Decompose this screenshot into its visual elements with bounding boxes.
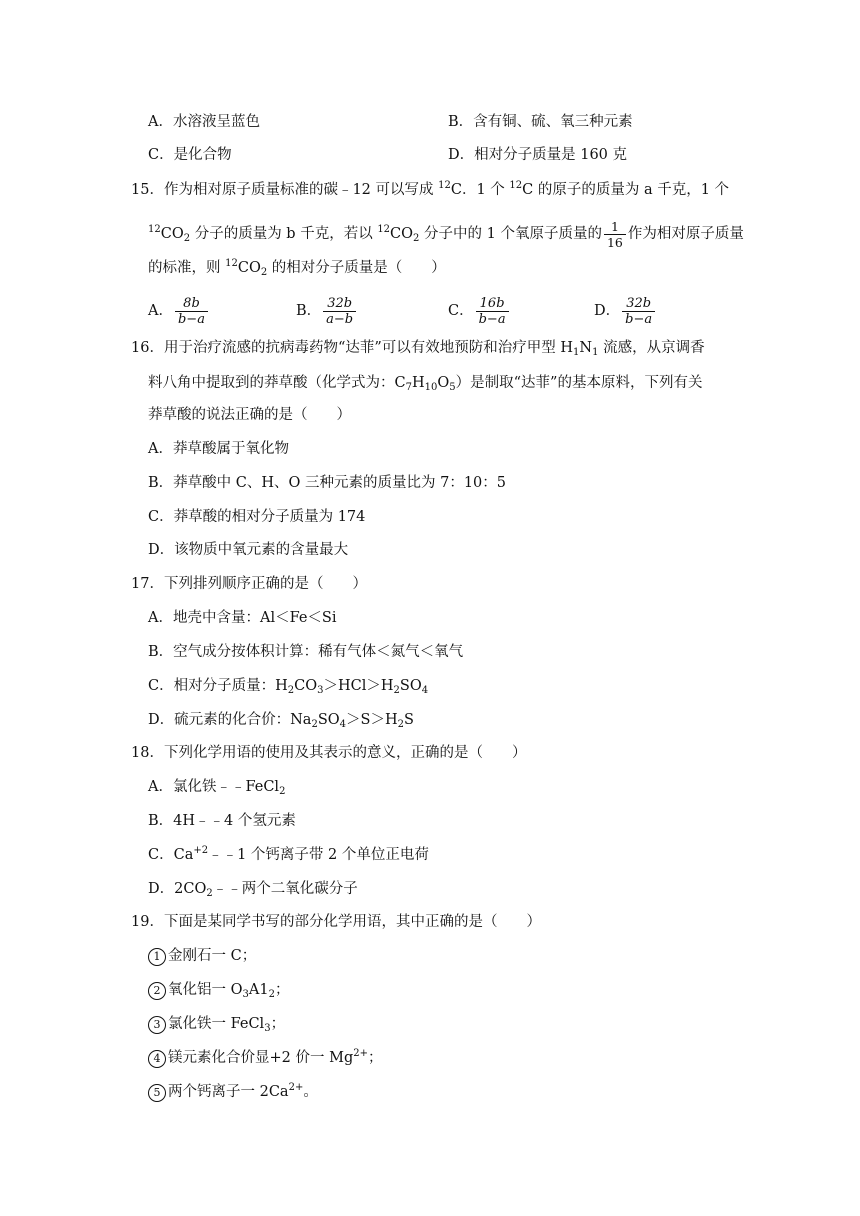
circled-number-4: 4 [148,1050,166,1068]
q17-option-b: B．空气成分按体积计算：稀有气体＜氮气＜氧气 [148,644,464,660]
q16-option-c: C．莽草酸的相对分子质量为 174 [148,509,366,525]
q15-option-d: D． $\frac{32b}{b-a}$ [594,294,657,328]
circled-number-3: 3 [148,1016,166,1034]
q15-option-a: A． $\frac{8b}{b-a}$ [148,294,210,328]
q19-item-2: 2 氧化铝一 $O_3A1_2$； [148,980,289,1000]
q15-stem-line-2: $^{12}CO_2$ 分子的质量为 b 千克，若以 $^{12}CO_2$ 分子中的 1 个氧原子质量的 $\frac{1}{16}$ 作为相对原子质量 [148,218,744,250]
q18-stem: 18．下列化学用语的使用及其表示的意义，正确的是（ ） [131,745,527,761]
q18-option-d: D．$2CO_2﹣﹣$两个二氧化碳分子 [148,881,358,899]
q16-stem-line-2: 料八角中提取到的莽草酸（化学式为：$C_7H_{10}O_5$）是制取“达菲”的基本原料，下列有关 [148,375,703,393]
q14-option-d: D．相对分子质量是 160 克 [448,147,628,163]
q16-option-a: A．莽草酸属于氧化物 [148,441,289,457]
q18-option-c: C．$Ca^{+2}﹣﹣1$ 个钙离子带 2 个单位正电荷 [148,845,429,863]
q17-option-a: A．地壳中含量：Al＜Fe＜Si [148,610,337,626]
q17-option-c: C．相对分子质量：$H_2CO_3>HCl>H_2SO_4$ [148,678,429,696]
q18-option-a: A．氯化铁﹣﹣FeCl$_2$ [148,779,286,797]
q15-stem-line-1: 15．作为相对原子质量标准的碳﹣12 可以写成 $^{12}$C．1 个 $^{12}$C 的原子的质量为 a 千克，1 个 [131,180,730,198]
q14-option-c: C．是化合物 [148,147,232,163]
q17-stem: 17．下列排列顺序正确的是（ ） [131,576,367,592]
fraction-one-sixteenth: $\frac{1}{16}$ [604,219,626,250]
q15-option-c: C． $\frac{16b}{b-a}$ [448,294,511,328]
q15-option-b: B． $\frac{32b}{a-b}$ [296,294,358,328]
circled-number-2: 2 [148,982,166,1000]
q17-option-d: D．硫元素的化合价：$Na_2SO_4>S>H_2S$ [148,712,414,730]
circled-number-1: 1 [148,948,166,966]
q16-option-b: B．莽草酸中 C、H、O 三种元素的质量比为 7：10：5 [148,475,507,491]
q16-option-d: D．该物质中氧元素的含量最大 [148,542,349,558]
q19-stem: 19．下面是某同学书写的部分化学用语，其中正确的是（ ） [131,914,541,930]
circled-number-5: 5 [148,1084,166,1102]
q19-item-3: 3 氯化铁一 FeCl$_3$； [148,1014,285,1034]
q15-stem-line-3: 的标准，则 $^{12}CO_2$ 的相对分子质量是（ ） [148,258,446,278]
q18-option-b: B．4H﹣﹣4 个氢元素 [148,813,296,829]
q19-item-5: 5 两个钙离子一 $2Ca^{2+}$。 [148,1082,318,1102]
q19-item-1: 1 金刚石一 C； [148,946,256,966]
q14-option-a: A．水溶液呈蓝色 [148,114,260,130]
q14-option-b: B．含有铜、硫、氧三种元素 [448,114,633,130]
q16-stem-line-3: 莽草酸的说法正确的是（ ） [148,407,351,423]
q19-item-4: 4 镁元素化合价显+2 价一 $Mg^{2+}$； [148,1048,382,1068]
q16-stem-line-1: 16．用于治疗流感的抗病毒药物“达菲”可以有效地预防和治疗甲型 $H_1N_1$ 流感，从京调香 [131,340,705,358]
